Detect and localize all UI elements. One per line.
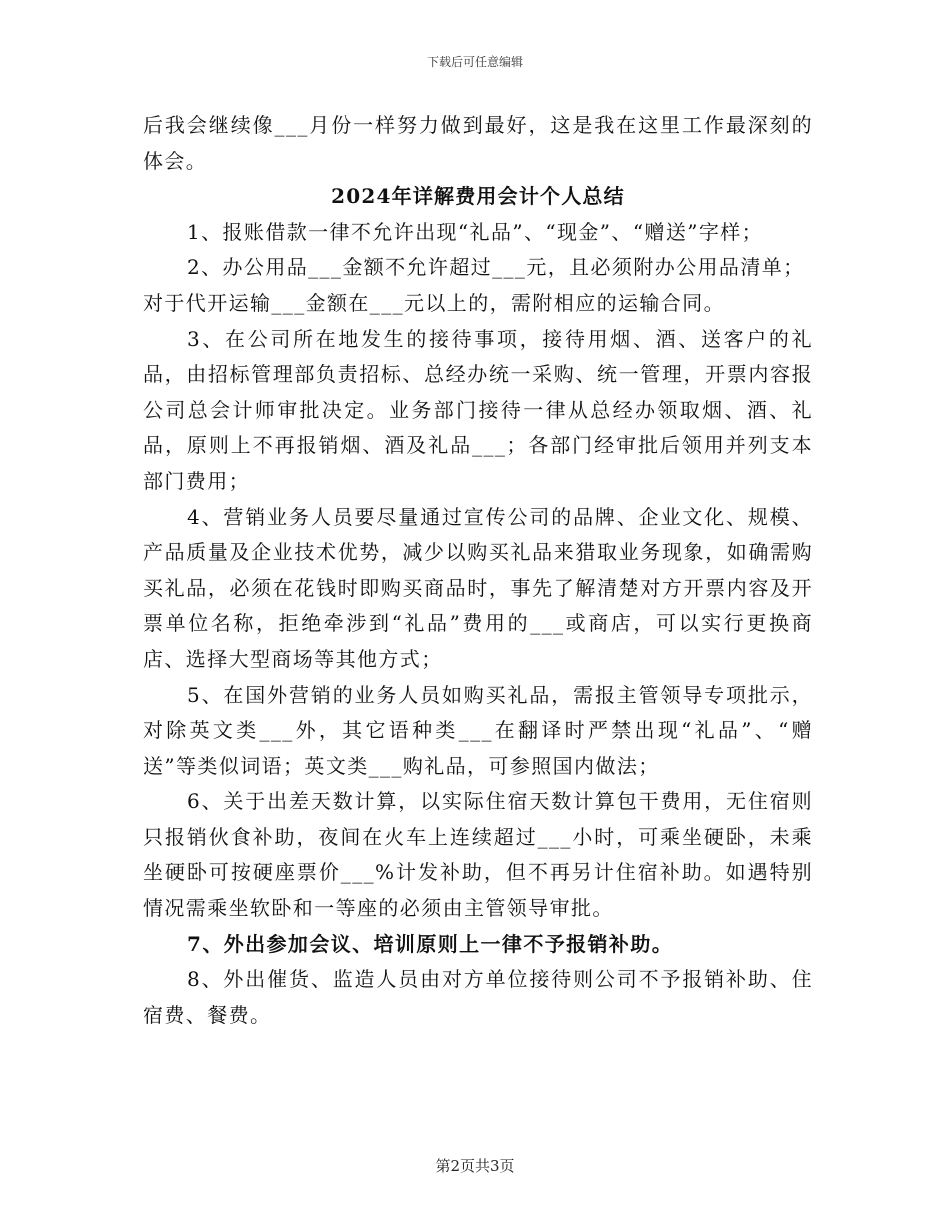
document-body xyxy=(143,108,813,1033)
page-header: 下载后可任意编辑 xyxy=(426,55,523,69)
paragraph-8: 8、外出催货、监造人员由对方单位接待则公司不予报销补助、住宿费、餐费。 xyxy=(143,967,813,1027)
paragraph-4: 4、营销业务人员要尽量通过宣传公司的品牌、企业文化、规模、产品质量及企业技术优势，减少以购买礼品来猎取业务现象，如确需购买礼品，必须在花钱时即购买商品时，事先了解清楚对方开票内容及开票单位名称，拒绝牵涉到“礼品”费用的___或商店，可以实行更换商店、选择大型商场等其他方式； xyxy=(143,504,813,671)
paragraph-1: 1、报账借款一律不允许出现“礼品”、“现金”、“赠送”字样； xyxy=(187,219,764,244)
paragraph-6: 6、关于出差天数计算，以实际住宿天数计算包干费用，无住宿则只报销伙食补助，夜间在火车上连续超过___小时，可乘坐硬卧，未乘坐硬卧可按硬座票价___%计发补助，但不再另计住宿补助。如遇特别情况需乘坐软卧和一等座的必须由主管领导审批。 xyxy=(143,789,813,921)
paragraph-3: 3、在公司所在地发生的接待事项，接待用烟、酒、送客户的礼品，由招标管理部负责招标、总经办统一采购、统一管理，开票内容报公司总会计师审批决定。业务部门接待一律从总经办领取烟、酒、礼品，原则上不再报销烟、酒及礼品___；各部门经审批后领用并列支本部门费用； xyxy=(143,326,813,493)
document-title: 2024年详解费用会计个人总结 xyxy=(331,184,625,209)
paragraph-2: 2、办公用品___金额不允许超过___元，且必须附办公用品清单； xyxy=(187,255,805,280)
paragraph-7: 7、外出参加会议、培训原则上一律不予报销补助。 xyxy=(187,931,674,956)
paragraph-5: 5、在国外营销的业务人员如购买礼品，需报主管领导专项批示，对除英文类___外，其它语种类___在翻译时严禁出现“礼品”、“赠送”等类似词语；英文类___购礼品，可参照国内做法； xyxy=(143,682,813,778)
intro-paragraph: 后我会继续像___月份一样努力做到最好，这是我在这里工作最深刻的体会。 xyxy=(143,113,813,173)
page-footer: 第2页共3页 xyxy=(435,1157,515,1175)
paragraph-2-continued: 对于代开运输___金额在___元以上的，需附相应的运输合同。 xyxy=(143,290,725,315)
